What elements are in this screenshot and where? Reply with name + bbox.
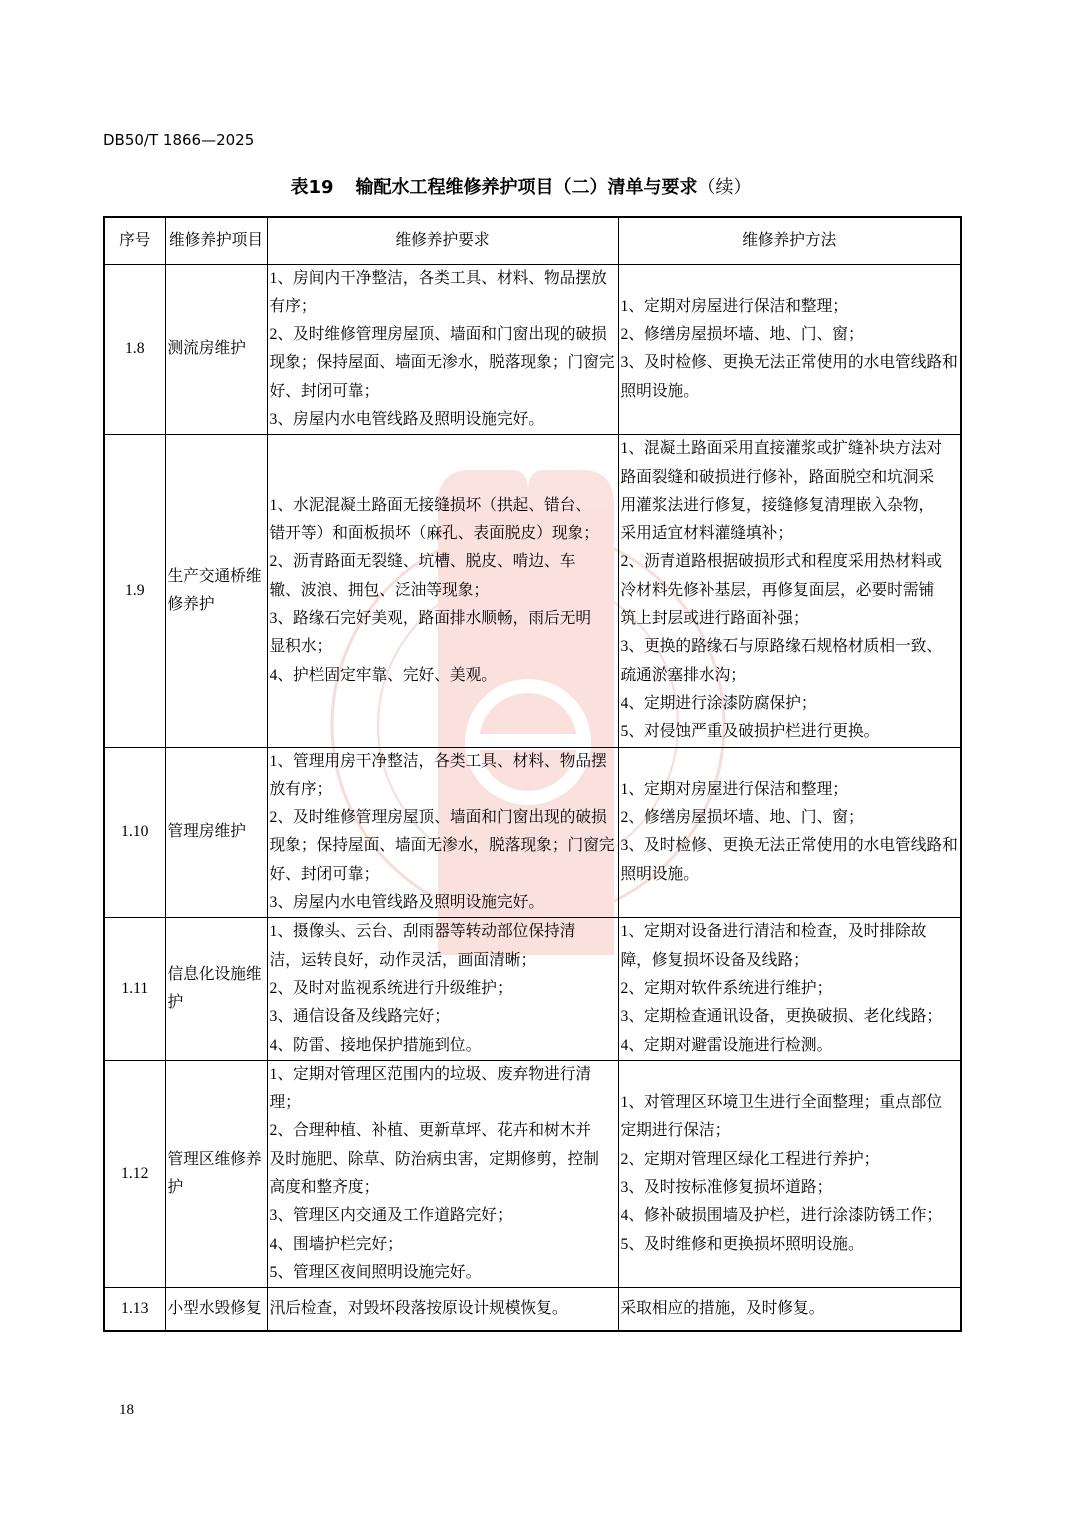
requirement-line: 5、管理区夜间照明设施完好。 <box>269 1263 482 1281</box>
method-line: 用灌浆法进行修复，接缝修复清理嵌入杂物， <box>620 496 935 514</box>
requirement-line: 2、及时维修管理房屋顶、墙面和门窗出现的破损 <box>269 326 607 344</box>
row-requirements <box>267 435 618 747</box>
requirement-line: 3、房屋内水电管线路及照明设施完好。 <box>269 410 545 428</box>
item-line: 管理房维护 <box>167 823 246 841</box>
row-methods <box>618 1288 961 1331</box>
row-item <box>165 1288 267 1331</box>
page-number: 18 <box>119 1402 134 1418</box>
method-line: 1、定期对设备进行清洁和检查，及时排除故 <box>620 923 927 941</box>
requirement-line: 及时施肥、除草、防治病虫害，定期修剪，控制 <box>269 1150 599 1168</box>
requirement-line: 2、沥青路面无裂缝、坑槽、脱皮、啃边、车 <box>269 553 576 571</box>
row-requirements <box>267 747 618 918</box>
row-number: 1.9 <box>104 435 165 747</box>
method-line: 3、及时检修、更换无法正常使用的水电管线路和 <box>620 354 958 372</box>
requirement-line: 1、水泥混凝土路面无接缝损坏（拱起、错台、 <box>269 496 592 514</box>
requirement-line: 高度和整齐度； <box>269 1179 380 1196</box>
method-line: 5、及时维修和更换损坏照明设施。 <box>620 1235 864 1253</box>
table-number: 表19 <box>290 177 334 198</box>
method-line: 照明设施。 <box>620 865 699 883</box>
method-line: 1、定期对房屋进行保洁和整理； <box>620 297 848 315</box>
item-line: 管理区维修养 <box>167 1150 262 1168</box>
row-number: 1.11 <box>104 918 165 1060</box>
row-number: 1.10 <box>104 747 165 918</box>
table-row <box>104 747 961 918</box>
row-methods <box>618 747 961 918</box>
requirement-line: 错开等）和面板损坏（麻孔、表面脱皮）现象； <box>269 525 599 543</box>
item-line: 护 <box>167 1179 184 1196</box>
column-header-item: 维修养护项目 <box>165 217 267 264</box>
row-number: 1.13 <box>104 1288 165 1331</box>
table-row <box>104 1288 961 1331</box>
method-line: 疏通淤塞排水沟； <box>620 666 746 684</box>
requirement-line: 1、定期对管理区范围内的垃圾、废弃物进行清 <box>269 1065 592 1083</box>
requirement-line: 现象；保持屋面、墙面无渗水，脱落现象；门窗完 <box>269 837 615 855</box>
table-continued-mark: （续） <box>697 177 752 198</box>
requirement-line: 3、通信设备及线路完好； <box>269 1008 450 1026</box>
row-item <box>165 435 267 747</box>
table-row <box>104 1060 961 1287</box>
item-line: 护 <box>167 994 184 1012</box>
method-line: 3、及时检修、更换无法正常使用的水电管线路和 <box>620 837 958 855</box>
method-line: 4、定期进行涂漆防腐保护； <box>620 694 817 712</box>
requirement-line: 汛后检查，对毁坏段落按原设计规模恢复。 <box>269 1299 568 1317</box>
column-header-requirements: 维修养护要求 <box>267 217 618 264</box>
table-row <box>104 435 961 747</box>
method-line: 2、修缮房屋损坏墙、地、门、窗； <box>620 326 864 344</box>
method-line: 3、及时按标准修复损坏道路； <box>620 1179 833 1196</box>
method-line: 定期进行保洁； <box>620 1122 731 1140</box>
item-line: 信息化设施维 <box>167 965 262 983</box>
item-line: 小型水毁修复 <box>167 1299 262 1317</box>
requirement-line: 2、及时对监视系统进行升级维护； <box>269 979 513 997</box>
requirement-line: 4、防雷、接地保护措施到位。 <box>269 1036 482 1054</box>
maintenance-table <box>103 216 962 1332</box>
method-line: 4、定期对避雷设施进行检测。 <box>620 1036 833 1054</box>
table-row <box>104 918 961 1060</box>
requirement-line: 3、房屋内水电管线路及照明设施完好。 <box>269 894 545 912</box>
table-title: 输配水工程维修养护项目（二）清单与要求 <box>355 177 698 198</box>
requirement-line: 理； <box>269 1094 301 1112</box>
standard-code: DB50/T 1866—2025 <box>103 131 255 149</box>
row-item <box>165 264 267 435</box>
method-line: 2、定期对软件系统进行维护； <box>620 979 833 997</box>
requirement-line: 好、封闭可靠； <box>269 382 380 400</box>
requirement-line: 4、护栏固定牢靠、完好、美观。 <box>269 666 497 684</box>
row-methods <box>618 264 961 435</box>
table-row <box>104 264 961 435</box>
method-line: 2、修缮房屋损坏墙、地、门、窗； <box>620 809 864 827</box>
method-line: 冷材料先修补基层，再修复面层，必要时需铺 <box>620 581 935 599</box>
requirement-line: 2、合理种植、补植、更新草坪、花卉和树木并 <box>269 1122 592 1140</box>
method-line: 障，修复损坏设备及线路； <box>620 951 809 969</box>
table-header-row <box>104 217 961 264</box>
requirement-line: 4、围墙护栏完好； <box>269 1235 403 1253</box>
row-methods <box>618 435 961 747</box>
method-line: 1、混凝土路面采用直接灌浆或扩缝补块方法对 <box>620 440 943 458</box>
requirement-line: 显积水； <box>269 638 333 656</box>
method-line: 5、对侵蚀严重及破损护栏进行更换。 <box>620 723 880 741</box>
method-line: 3、定期检查通讯设备，更换破损、老化线路； <box>620 1008 943 1026</box>
method-line: 2、定期对管理区绿化工程进行养护； <box>620 1150 880 1168</box>
method-line: 1、对管理区环境卫生进行全面整理；重点部位 <box>620 1094 943 1112</box>
method-line: 采用适宜材料灌缝填补； <box>620 525 794 543</box>
row-methods <box>618 1060 961 1287</box>
requirement-line: 3、路缘石完好美观，路面排水顺畅，雨后无明 <box>269 610 592 628</box>
column-header-methods: 维修养护方法 <box>618 217 961 264</box>
requirement-line: 放有序； <box>269 780 333 798</box>
row-item <box>165 1060 267 1287</box>
method-line: 采取相应的措施，及时修复。 <box>620 1299 825 1317</box>
item-line: 测流房维护 <box>167 340 246 358</box>
method-line: 1、定期对房屋进行保洁和整理； <box>620 780 848 798</box>
table-caption <box>0 177 1042 199</box>
row-methods <box>618 918 961 1060</box>
requirement-line: 3、管理区内交通及工作道路完好； <box>269 1207 513 1225</box>
requirement-line: 有序； <box>269 297 317 315</box>
row-item <box>165 918 267 1060</box>
item-line: 生产交通桥维 <box>167 567 262 585</box>
requirement-line: 1、管理用房干净整洁，各类工具、材料、物品摆 <box>269 752 607 770</box>
row-requirements <box>267 1288 618 1331</box>
method-line: 2、沥青道路根据破损形式和程度采用热材料或 <box>620 553 943 571</box>
row-requirements <box>267 918 618 1060</box>
row-requirements <box>267 264 618 435</box>
requirement-line: 2、及时维修管理房屋顶、墙面和门窗出现的破损 <box>269 809 607 827</box>
requirement-line: 洁，运转良好，动作灵活，画面清晰； <box>269 951 537 969</box>
requirement-line: 好、封闭可靠； <box>269 865 380 883</box>
row-requirements <box>267 1060 618 1287</box>
method-line: 照明设施。 <box>620 382 699 400</box>
requirement-line: 1、房间内干净整洁，各类工具、材料、物品摆放 <box>269 269 607 287</box>
column-header-no: 序号 <box>104 217 165 264</box>
method-line: 4、修补破损围墙及护栏，进行涂漆防锈工作； <box>620 1207 943 1225</box>
method-line: 筑上封层或进行路面补强； <box>620 610 809 628</box>
requirement-line: 辙、波浪、拥包、泛油等现象； <box>269 581 490 599</box>
method-line: 路面裂缝和破损进行修补，路面脱空和坑洞采 <box>620 468 935 486</box>
method-line: 3、更换的路缘石与原路缘石规格材质相一致、 <box>620 638 943 656</box>
row-item <box>165 747 267 918</box>
requirement-line: 1、摄像头、云台、刮雨器等转动部位保持清 <box>269 923 576 941</box>
row-number: 1.12 <box>104 1060 165 1287</box>
requirement-line: 现象；保持屋面、墙面无渗水，脱落现象；门窗完 <box>269 354 615 372</box>
item-line: 修养护 <box>167 595 215 613</box>
row-number: 1.8 <box>104 264 165 435</box>
